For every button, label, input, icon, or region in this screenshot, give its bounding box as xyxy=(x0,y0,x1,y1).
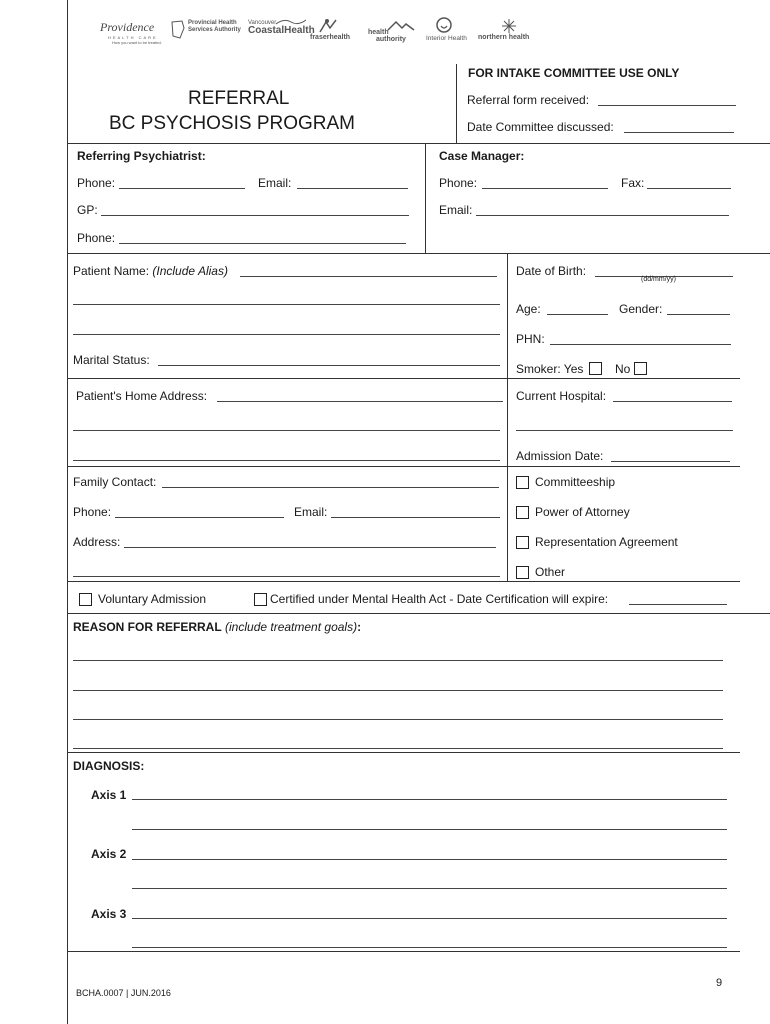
rule-psych-bottom xyxy=(67,253,770,254)
dob-format-hint: (dd/mm/yy) xyxy=(641,276,676,283)
person-icon xyxy=(436,16,456,34)
date-discussed-field[interactable] xyxy=(624,132,734,133)
age-field[interactable] xyxy=(547,314,608,315)
case-manager-email-label: Email: xyxy=(439,203,473,217)
smoker-no-checkbox[interactable] xyxy=(634,362,647,375)
patient-name-label-text: Patient Name: xyxy=(73,264,150,278)
smoker-no-label: No xyxy=(615,362,631,376)
phsa-line-2: Services Authority xyxy=(188,27,241,33)
case-manager-fax-label: Fax: xyxy=(621,176,645,190)
phsa-line-1: Provincial Health xyxy=(188,20,237,26)
age-label: Age: xyxy=(516,302,541,316)
certified-checkbox[interactable] xyxy=(254,593,267,606)
other-label: Other xyxy=(535,565,566,579)
case-manager-fax-field[interactable] xyxy=(647,188,731,189)
rule-address-bottom xyxy=(67,466,740,467)
psych-case-divider xyxy=(425,143,426,254)
family-contact-field[interactable] xyxy=(162,487,499,488)
page-number: 9 xyxy=(716,977,723,989)
voluntary-admission-label: Voluntary Admission xyxy=(98,592,207,606)
providence-logo-sub: HEALTH CARE xyxy=(108,35,158,40)
diagnosis-heading: DIAGNOSIS: xyxy=(73,759,145,773)
current-hospital-label: Current Hospital: xyxy=(516,389,607,403)
reason-colon: : xyxy=(357,620,362,634)
interior-text: Interior Health xyxy=(426,35,467,42)
reason-line-3[interactable] xyxy=(73,719,723,720)
axis-3-line-2[interactable] xyxy=(132,947,727,948)
referral-received-label: Referral form received: xyxy=(467,93,590,107)
dob-label: Date of Birth: xyxy=(516,264,587,278)
gp-label: GP: xyxy=(77,203,98,217)
intake-divider xyxy=(456,64,457,144)
rule-reason-bottom xyxy=(67,752,740,753)
other-checkbox[interactable] xyxy=(516,566,529,579)
home-address-label: Patient's Home Address: xyxy=(76,389,208,403)
axis-2-line-2[interactable] xyxy=(132,888,727,889)
star-icon xyxy=(500,18,518,34)
committeeship-label: Committeeship xyxy=(535,475,616,489)
gender-label: Gender: xyxy=(619,302,663,316)
providence-logo-tag: How you want to be treated. xyxy=(112,40,162,45)
patient-name-line-3[interactable] xyxy=(73,334,500,335)
rule-admission-bottom xyxy=(67,613,770,614)
vch-logo xyxy=(248,20,315,36)
family-address-line-2[interactable] xyxy=(73,576,500,577)
island-line-1: health xyxy=(368,29,389,36)
island-health-logo xyxy=(368,20,406,43)
gender-field[interactable] xyxy=(667,314,730,315)
family-address-label: Address: xyxy=(73,535,121,549)
current-hospital-line-2[interactable] xyxy=(516,430,733,431)
patient-name-label xyxy=(73,264,228,278)
axis-3-label: Axis 3 xyxy=(91,907,127,921)
marital-status-label: Marital Status: xyxy=(73,353,150,367)
rule-top xyxy=(67,143,770,144)
form-code: BCHA.0007 | JUN.2016 xyxy=(76,988,171,998)
home-address-line-2[interactable] xyxy=(73,430,500,431)
axis-3-field[interactable] xyxy=(132,918,727,919)
left-margin-rule xyxy=(67,0,68,1024)
island-line-2: authority xyxy=(376,36,406,43)
case-manager-phone-field[interactable] xyxy=(482,188,608,189)
case-manager-email-field[interactable] xyxy=(476,215,729,216)
case-manager-heading: Case Manager: xyxy=(439,149,525,163)
rule-patient-bottom xyxy=(67,378,740,379)
figure-icon xyxy=(316,18,340,34)
intake-heading: FOR INTAKE COMMITTEE USE ONLY xyxy=(468,66,680,80)
northern-health-logo xyxy=(478,18,529,41)
axis-2-label: Axis 2 xyxy=(91,847,127,861)
patient-name-line-2[interactable] xyxy=(73,304,500,305)
psychiatrist-heading: Referring Psychiatrist: xyxy=(77,149,206,163)
reason-line-1[interactable] xyxy=(73,660,723,661)
vch-line-1: Vancouver xyxy=(248,20,277,26)
gp-field[interactable] xyxy=(101,215,409,216)
smoker-yes-checkbox[interactable] xyxy=(589,362,602,375)
date-discussed-label: Date Committee discussed: xyxy=(467,120,614,134)
representation-agreement-checkbox[interactable] xyxy=(516,536,529,549)
psychiatrist-email-label: Email: xyxy=(258,176,292,190)
family-contact-label: Family Contact: xyxy=(73,475,157,489)
reason-heading-text: REASON FOR REFERRAL xyxy=(73,620,222,634)
family-phone-field[interactable] xyxy=(115,517,284,518)
family-phone-label: Phone: xyxy=(73,505,112,519)
certification-expiry-field[interactable] xyxy=(629,604,727,605)
reason-heading xyxy=(73,620,361,634)
power-of-attorney-checkbox[interactable] xyxy=(516,506,529,519)
northern-text: northern health xyxy=(478,34,530,41)
rule-family-bottom xyxy=(67,581,740,582)
patient-name-hint: (Include Alias) xyxy=(152,264,228,278)
current-hospital-field[interactable] xyxy=(613,401,732,402)
patient-divider xyxy=(507,253,508,581)
bc-map-icon xyxy=(170,20,186,40)
axis-1-field[interactable] xyxy=(132,799,727,800)
vch-line-2: CoastalHealth xyxy=(248,25,315,36)
marital-status-field[interactable] xyxy=(158,365,500,366)
case-manager-phone-label: Phone: xyxy=(439,176,478,190)
referral-received-field[interactable] xyxy=(598,105,736,106)
gp-phone-field[interactable] xyxy=(119,243,406,244)
psychiatrist-email-field[interactable] xyxy=(297,188,408,189)
mountain-icon xyxy=(368,20,416,32)
form-title-line-1: REFERRAL xyxy=(188,88,290,109)
voluntary-admission-checkbox[interactable] xyxy=(79,593,92,606)
patient-name-field[interactable] xyxy=(240,276,497,277)
power-of-attorney-label: Power of Attorney xyxy=(535,505,630,519)
axis-1-label: Axis 1 xyxy=(91,788,127,802)
smoker-label: Smoker: Yes xyxy=(516,362,584,376)
home-address-field[interactable] xyxy=(217,401,503,402)
admission-date-label: Admission Date: xyxy=(516,449,604,463)
reason-line-4[interactable] xyxy=(73,748,723,749)
phsa-logo xyxy=(170,20,241,34)
fraser-text: fraserhealth xyxy=(310,34,351,41)
admission-date-field[interactable] xyxy=(611,461,730,462)
home-address-line-3[interactable] xyxy=(73,460,500,461)
axis-1-line-2[interactable] xyxy=(132,829,727,830)
providence-logo-text: Providence xyxy=(100,20,155,34)
form-title-line-2: BC PSYCHOSIS PROGRAM xyxy=(109,113,355,134)
gp-phone-label: Phone: xyxy=(77,231,116,245)
family-email-label: Email: xyxy=(294,505,328,519)
fraser-logo xyxy=(310,18,350,41)
reason-line-2[interactable] xyxy=(73,690,723,691)
reason-hint: (include treatment goals) xyxy=(225,620,358,634)
psychiatrist-phone-label: Phone: xyxy=(77,176,116,190)
interior-health-logo xyxy=(426,16,467,42)
committeeship-checkbox[interactable] xyxy=(516,476,529,489)
phn-field[interactable] xyxy=(550,344,731,345)
rule-diagnosis-bottom xyxy=(67,951,740,952)
certified-label: Certified under Mental Health Act - Date Certification will expire: xyxy=(270,592,609,606)
family-email-field[interactable] xyxy=(331,517,500,518)
representation-agreement-label: Representation Agreement xyxy=(535,535,678,549)
providence-logo xyxy=(100,20,162,45)
psychiatrist-phone-field[interactable] xyxy=(119,188,245,189)
family-address-field[interactable] xyxy=(124,547,496,548)
axis-2-field[interactable] xyxy=(132,859,727,860)
wave-icon xyxy=(276,18,306,26)
phn-label: PHN: xyxy=(516,332,545,346)
